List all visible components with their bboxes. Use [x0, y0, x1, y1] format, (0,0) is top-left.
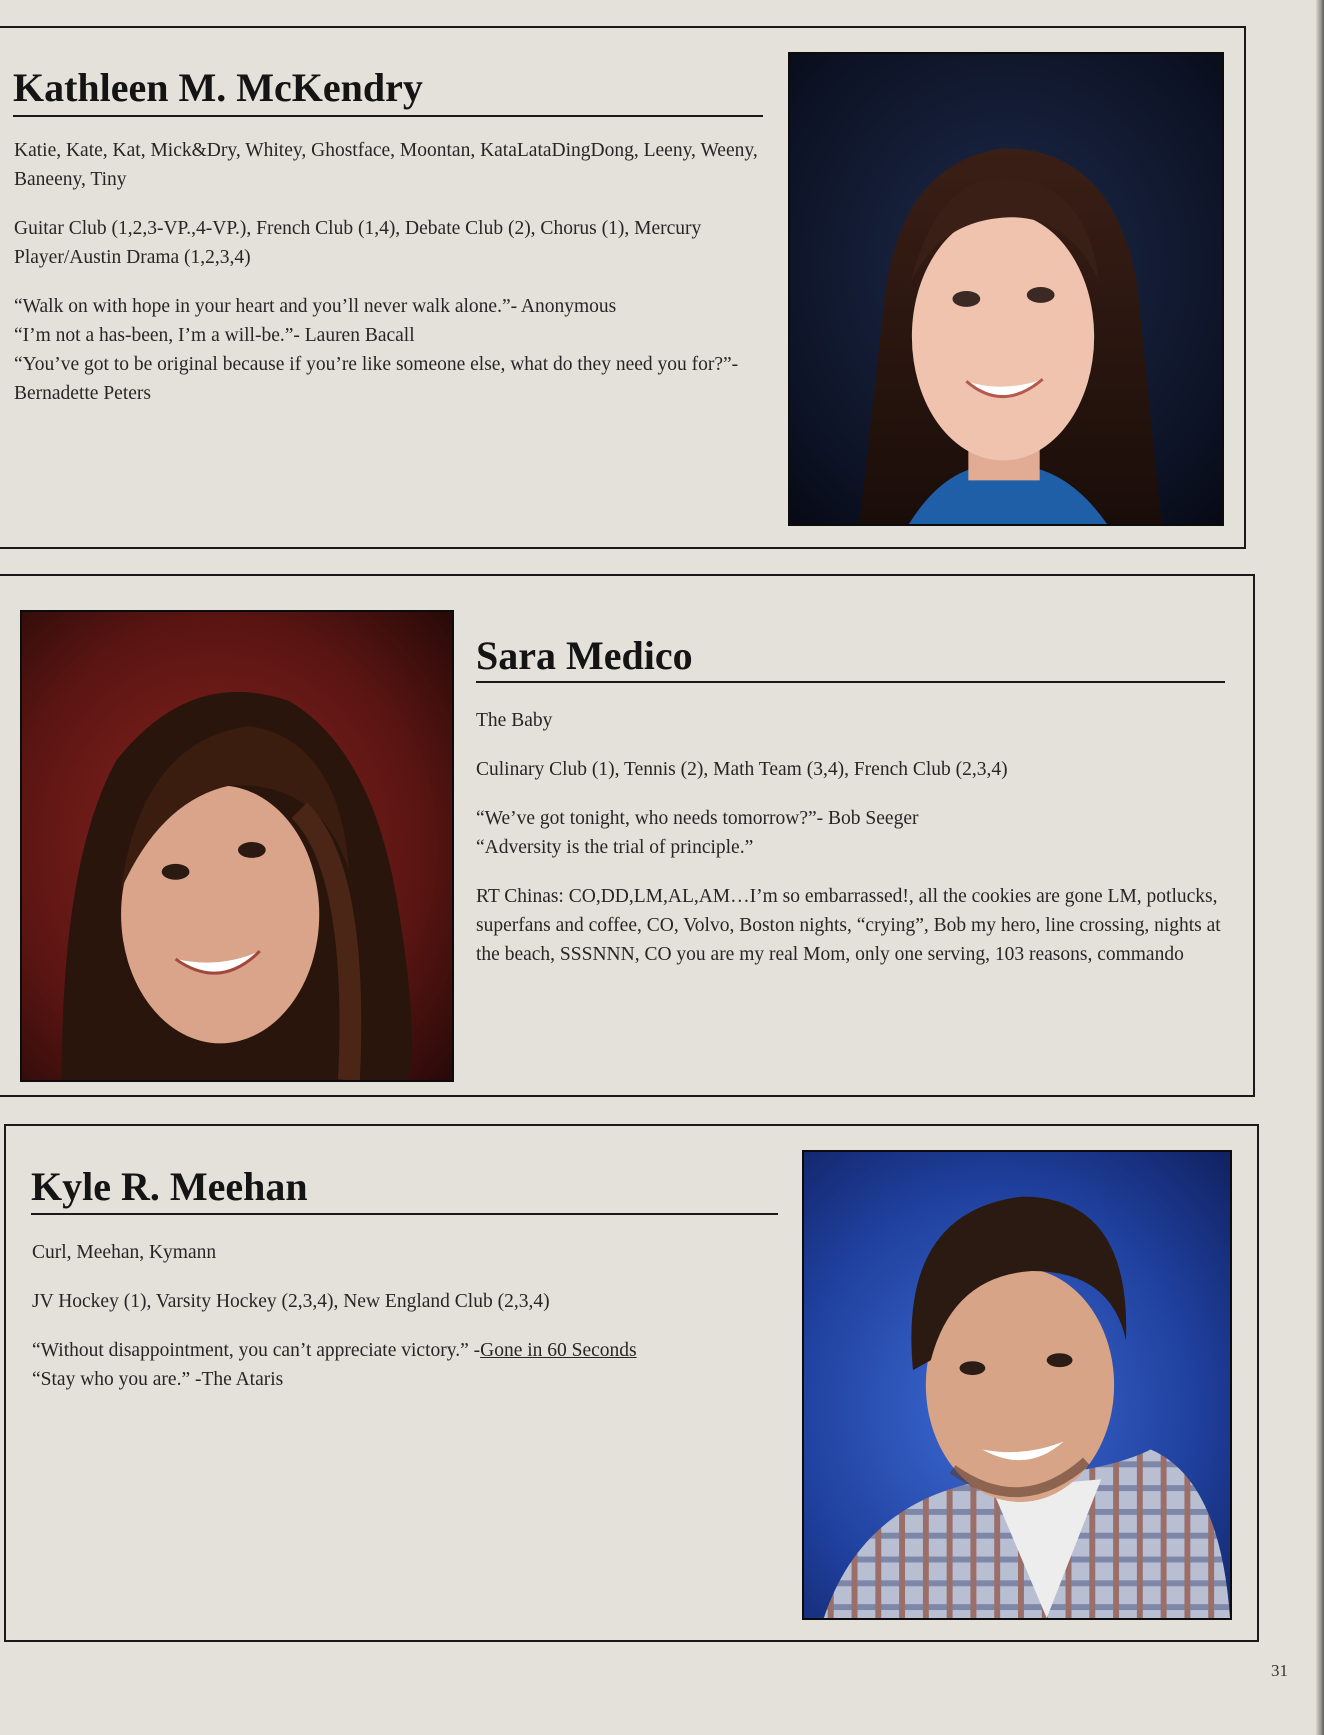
page-number: 31	[1271, 1661, 1288, 1680]
quote: “We’ve got tonight, who needs tomorrow?”- Bob Seeger	[476, 808, 919, 829]
name-underline	[13, 115, 763, 117]
nicknames: Katie, Kate, Kat, Mick&Dry, Whitey, Ghostface, Moontan, KataLataDingDong, Leeny, Weeny, Baneeny, Tiny	[14, 140, 758, 190]
student-photo-sara	[20, 610, 454, 1082]
student-details	[14, 136, 766, 408]
activities: Guitar Club (1,2,3-VP.,4-VP.), French Club (1,4), Debate Club (2), Chorus (1), Mercury Player/Austin Drama (1,2,3,4)	[14, 218, 702, 268]
quote: “You’ve got to be original because if you’re like someone else, what do they need you for?”- Bernadette Peters	[14, 354, 739, 404]
student-details	[32, 1238, 784, 1394]
quote: “Walk on with hope in your heart and you’ll never walk alone.”- Anonymous	[14, 296, 617, 317]
quote: “Adversity is the trial of principle.”	[476, 837, 754, 858]
quote-text: “Without disappointment, you can’t appreciate victory.” -	[32, 1340, 481, 1361]
quote	[32, 1336, 784, 1365]
name-underline	[31, 1213, 778, 1215]
activities: JV Hockey (1), Varsity Hockey (2,3,4), New England Club (2,3,4)	[32, 1291, 550, 1312]
student-photo-kathleen	[788, 52, 1224, 526]
student-name: Kyle R. Meehan	[31, 1164, 308, 1209]
nicknames: The Baby	[476, 710, 553, 731]
quote-source: Gone in 60 Seconds	[480, 1340, 637, 1361]
quote: “I’m not a has-been, I’m a will-be.”- Lauren Bacall	[14, 325, 415, 346]
nicknames: Curl, Meehan, Kymann	[32, 1242, 217, 1263]
activities: Culinary Club (1), Tennis (2), Math Team (3,4), French Club (2,3,4)	[476, 759, 1008, 780]
memories: RT Chinas: CO,DD,LM,AL,AM…I’m so embarrassed!, all the cookies are gone LM, potlucks, superfans and coffee, CO, Volvo, Boston nights, “crying”, Bob my hero, line crossing, nights at the beach, SSSNNN, CO you are my real Mom, only one serving, 103 reasons, commando	[476, 886, 1221, 965]
student-details	[476, 706, 1228, 969]
page-binding-edge	[1316, 0, 1324, 1735]
student-photo-kyle	[802, 1150, 1232, 1620]
name-underline	[476, 681, 1225, 683]
student-name: Sara Medico	[476, 633, 693, 678]
quote: “Stay who you are.” -The Ataris	[32, 1369, 284, 1390]
student-name: Kathleen M. McKendry	[13, 65, 423, 110]
